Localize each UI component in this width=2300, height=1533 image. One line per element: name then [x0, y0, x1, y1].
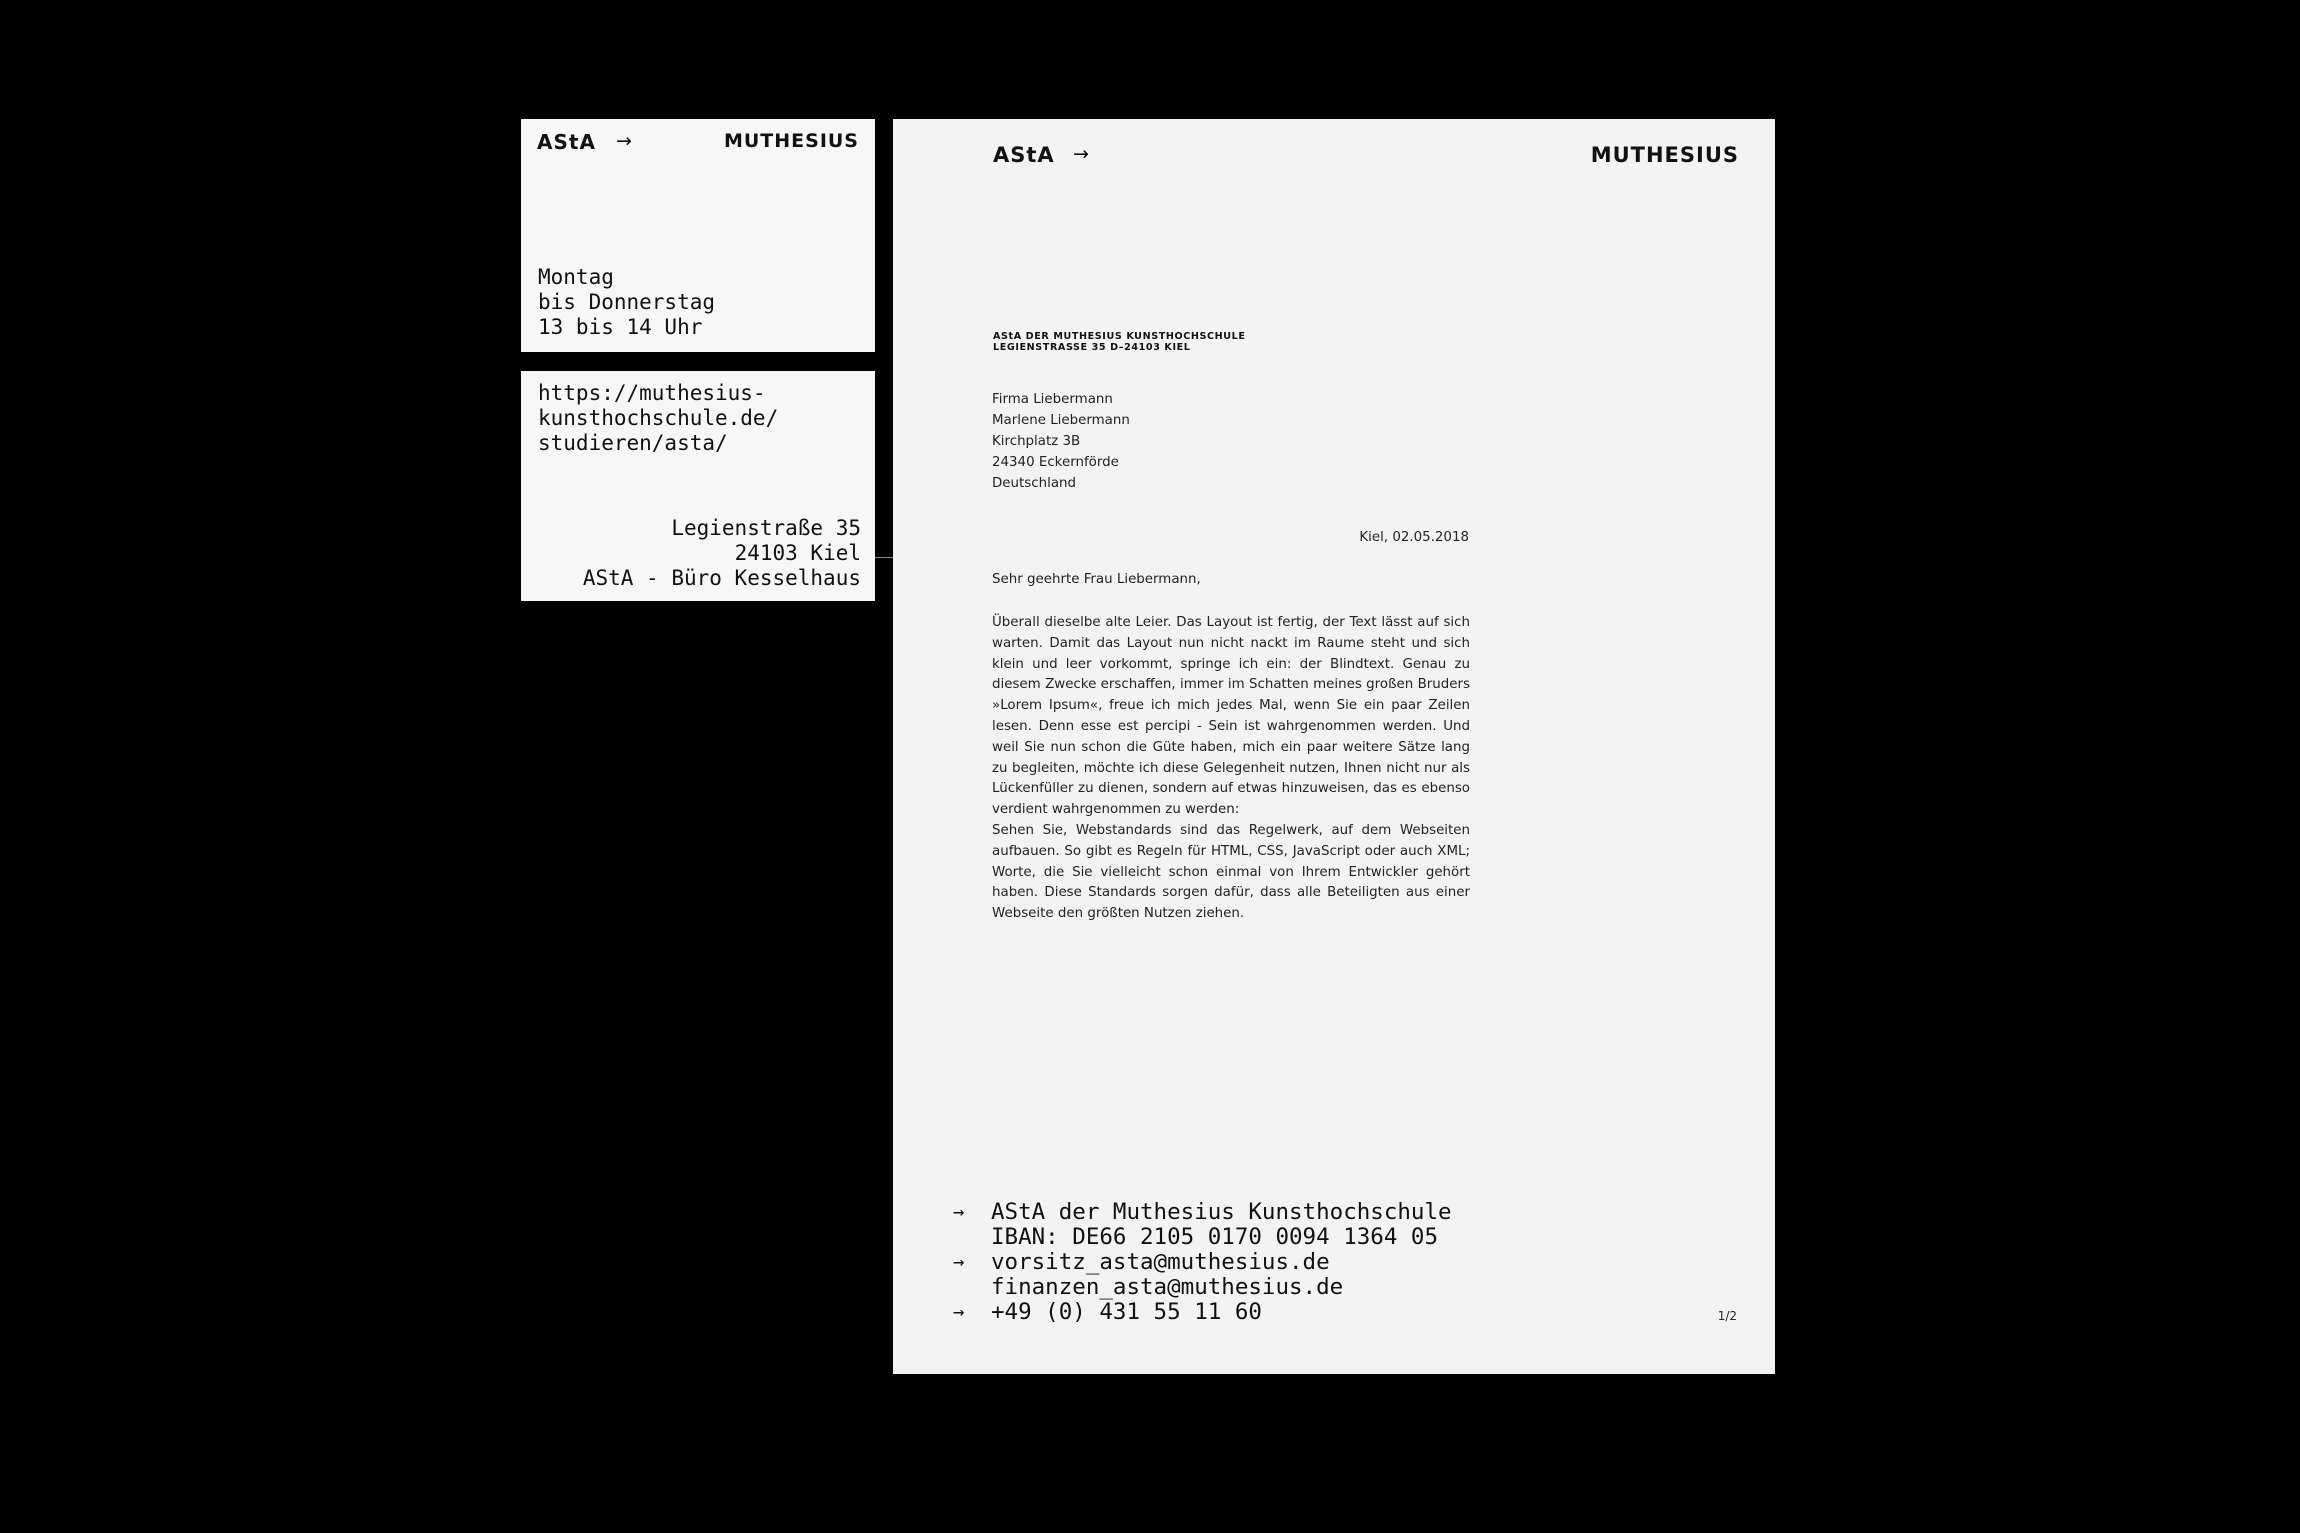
- footer-phone-row: [953, 1300, 1452, 1325]
- address-line: AStA - Büro Kesselhaus: [582, 566, 861, 590]
- footer-email-vorsitz: vorsitz_asta@muthesius.de: [991, 1249, 1330, 1275]
- hours-line: 13 bis 14 Uhr: [538, 315, 703, 339]
- footer-phone: +49 (0) 431 55 11 60: [991, 1299, 1262, 1325]
- recipient-line: Firma Liebermann: [992, 392, 1113, 407]
- sender-address: LEGIENSTRASSE 35 D–24103 KIEL: [993, 341, 1191, 353]
- letter-footer: [953, 1200, 1452, 1325]
- footer-email-row: [953, 1250, 1452, 1275]
- url-line: kunsthochschule.de/: [538, 406, 779, 430]
- arrow-right-icon: →: [953, 1251, 965, 1273]
- footer-org-row: [953, 1200, 1452, 1225]
- recipient-address: [992, 389, 1130, 494]
- letter-logo-muthesius: MUTHESIUS: [1590, 143, 1739, 167]
- arrow-right-icon: →: [616, 130, 632, 152]
- recipient-line: Deutschland: [992, 476, 1077, 491]
- hours-line: Montag: [538, 265, 614, 289]
- address-line: Legienstraße 35: [671, 516, 861, 540]
- sender-name: AStA DER MUTHESIUS KUNSTHOCHSCHULE: [993, 331, 1246, 342]
- letter-body: [992, 613, 1470, 925]
- letter-logo-asta: AStA: [993, 143, 1055, 167]
- business-card-hours: [521, 119, 875, 352]
- hours-line: bis Donnerstag: [538, 290, 716, 314]
- url-line: https://muthesius-: [538, 381, 766, 405]
- salutation: Sehr geehrte Frau Liebermann,: [992, 572, 1201, 587]
- footer-iban-row: [953, 1225, 1452, 1250]
- office-hours: [538, 265, 715, 340]
- card-logo-asta: AStA: [537, 130, 596, 154]
- arrow-right-icon: →: [953, 1201, 965, 1223]
- footer-iban: IBAN: DE66 2105 0170 0094 1364 05: [991, 1224, 1439, 1250]
- arrow-right-icon: →: [1073, 143, 1089, 165]
- footer-email-finanzen: finanzen_asta@muthesius.de: [991, 1274, 1344, 1300]
- body-paragraph: Sehen Sie, Webstandards sind das Regelwerk, auf dem Webseiten aufbauen. So gibt es Regeln für HTML, CSS, JavaScript oder auch XML; Worte, die Sie vielleicht schon einmal von Ihrem Entwickler gehört haben. Diese Standards sorgen dafür, dass alle Beteiligten aus einer Webseite den größten Nutzen ziehen.: [992, 822, 1470, 922]
- letter-date: Kiel, 02.05.2018: [1359, 530, 1469, 545]
- business-card-address: [521, 371, 875, 601]
- address-line: 24103 Kiel: [734, 541, 861, 565]
- recipient-line: Marlene Liebermann: [992, 413, 1130, 428]
- letterhead-page: [893, 119, 1775, 1374]
- footer-org: AStA der Muthesius Kunsthochschule: [991, 1199, 1452, 1225]
- recipient-line: Kirchplatz 3B: [992, 434, 1081, 449]
- body-paragraph: Überall dieselbe alte Leier. Das Layout ist fertig, der Text lässt auf sich warten. Damit das Layout nun nicht nackt im Raume steht und sich klein und leer vorkommt, springe ich ein: der Blindtext. Genau zu diesem Zwecke erschaffen, immer im Schatten meines großen Bruders »Lorem Ipsum«, freue ich mich jedes Mal, wenn Sie ein paar Zeilen lesen. Denn esse est percipi - Sein ist wahrgenommen werden. Und weil Sie nun schon die Güte haben, mich ein paar weitere Sätze lang zu begleiten, möchte ich diese Gelegenheit nutzen, Ihnen nicht nur als Lückenfüller zu dienen, sondern auf etwas hinzuweisen, das es ebenso verdient wahrgenommen zu werden:: [992, 615, 1470, 818]
- card-logo-muthesius: MUTHESIUS: [723, 130, 859, 152]
- url-line: studieren/asta/: [538, 431, 728, 455]
- page-number: 1/2: [1717, 1309, 1737, 1323]
- recipient-line: 24340 Eckernförde: [992, 455, 1119, 470]
- website-url: [538, 381, 778, 456]
- arrow-right-icon: →: [953, 1301, 965, 1323]
- footer-email2-row: [953, 1275, 1452, 1300]
- sender-line: [993, 332, 1246, 353]
- office-address: [583, 516, 861, 591]
